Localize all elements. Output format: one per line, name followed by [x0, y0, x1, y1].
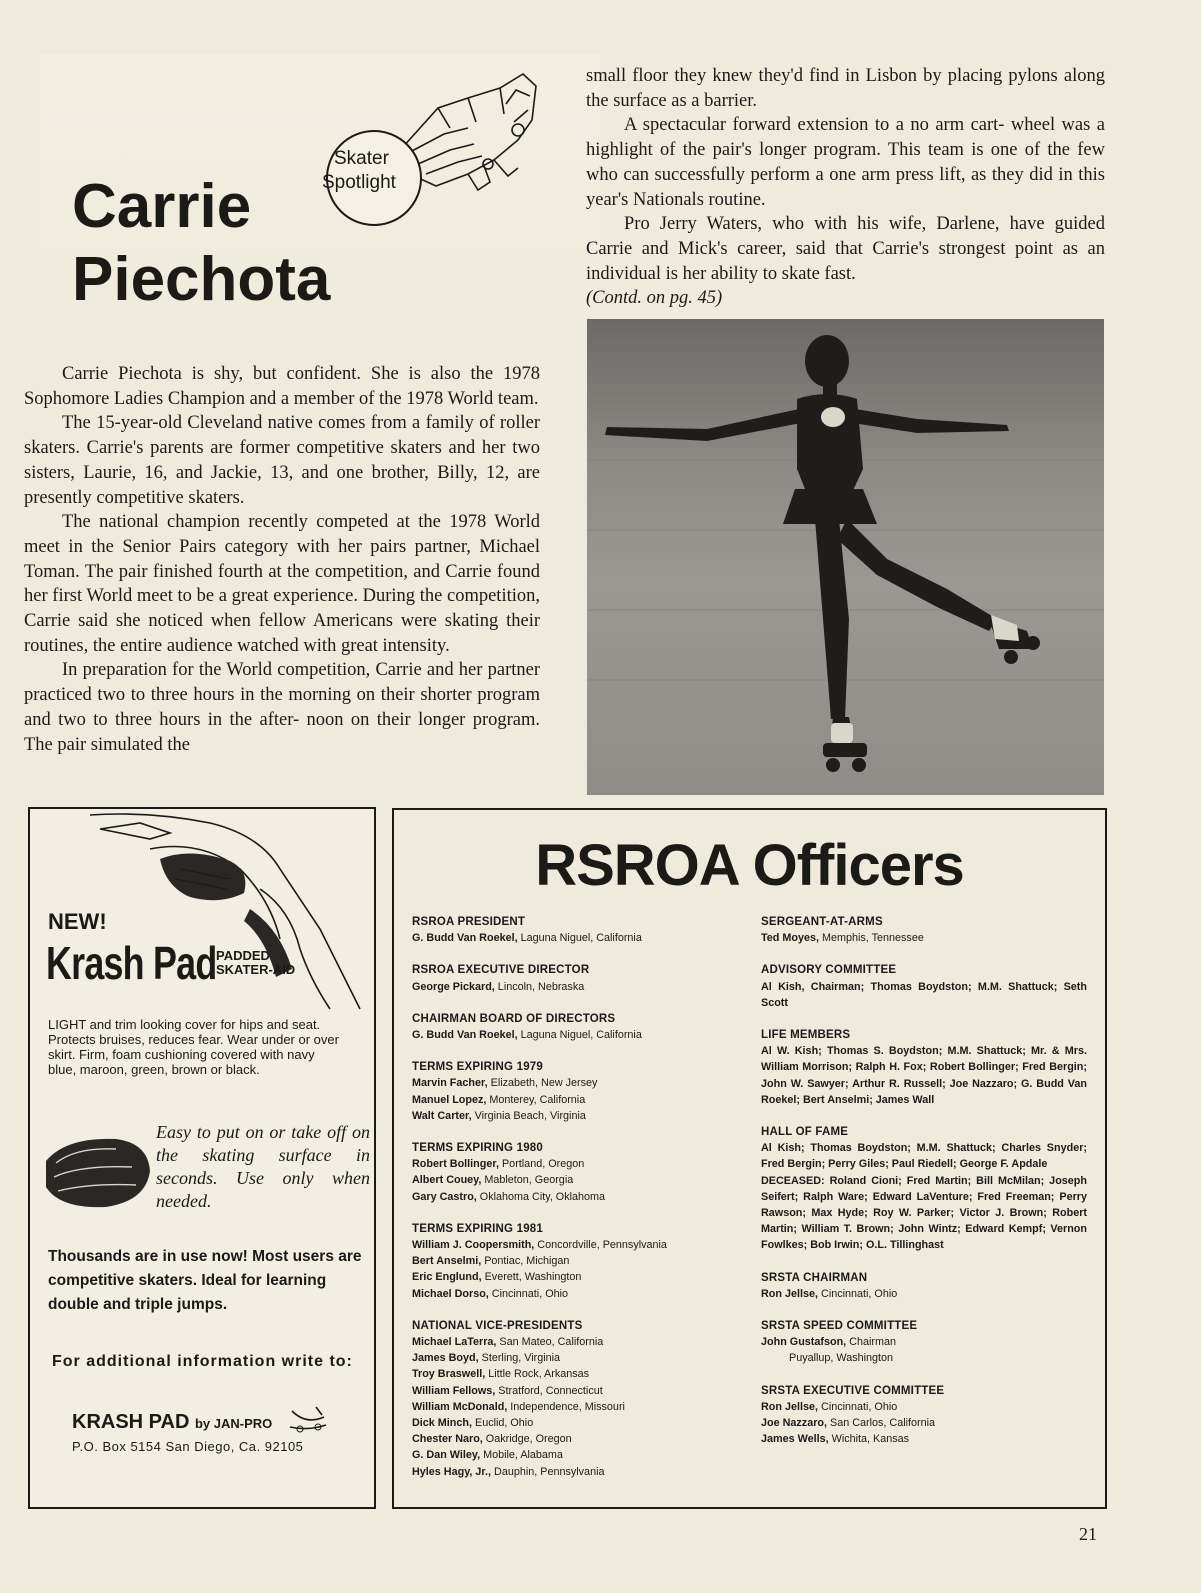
ad-subtitle: PADDED SKATER-AID	[216, 948, 296, 977]
officer-location: Wichita, Kansas	[828, 1433, 910, 1446]
officer-entry	[412, 1189, 732, 1205]
officer-name: William Fellows,	[412, 1384, 496, 1397]
section-text: Al Kish; Thomas Boydston; M.M. Shattuck; Charles Snyder; Fred Bergin; Perry Giles; Paul Riedell; George F. Apdale	[761, 1142, 1087, 1171]
continued-note: (Contd. on pg. 45)	[586, 288, 723, 309]
ad-new-label: NEW!	[48, 909, 107, 934]
spotlight-label-spotlight: Spotlight	[322, 172, 396, 193]
officer-location: Mobile, Alabama	[480, 1449, 563, 1462]
section-heading: SRSTA CHAIRMAN	[761, 1271, 868, 1284]
section-heading: TERMS EXPIRING 1979	[412, 1061, 543, 1074]
section-text: Al Kish, Chairman; Thomas Boydston; M.M. Shattuck; Seth Scott	[761, 980, 1087, 1009]
article-title-last: Piechota	[72, 245, 331, 314]
officer-entry	[761, 930, 1087, 946]
officer-entry	[412, 1366, 732, 1382]
officer-name: William J. Coopersmith,	[412, 1239, 535, 1252]
officer-location: Lincoln, Nebraska	[494, 980, 585, 993]
officer-location: San Mateo, California	[496, 1336, 604, 1349]
officer-section	[412, 1059, 732, 1124]
ad-description: LIGHT and trim looking cover for hips and seat. Protects bruises, reduces fear. Wear under or over skirt. Firm, foam cushioning covered with navy blue, maroon, green, brown or black.	[48, 1017, 339, 1077]
officer-section	[412, 1011, 732, 1043]
article-paragraph: Pro Jerry Waters, who with his wife, Darlene, have guided Carrie and Mick's career, said that Carrie's strongest point as an individual is her ability to skate fast.	[586, 214, 1105, 284]
officer-entry	[761, 1286, 1087, 1302]
officer-entry	[412, 1092, 732, 1108]
officer-section	[761, 1318, 1087, 1367]
skater-spotlight-badge	[318, 64, 548, 224]
officer-section	[761, 1383, 1087, 1448]
officer-location: Concordville, Pennsylvania	[534, 1239, 667, 1252]
officer-entry	[412, 1399, 732, 1415]
officer-name: Dick Minch,	[412, 1417, 472, 1430]
officer-name: Ted Moyes,	[761, 932, 819, 945]
officer-entry	[412, 1172, 732, 1188]
officer-location: Virginia Beach, Virginia	[471, 1109, 586, 1122]
officer-location: Laguna Niguel, California	[517, 1029, 642, 1042]
officer-location: San Carlos, California	[827, 1417, 936, 1430]
officer-entry	[761, 1431, 1087, 1447]
section-heading: SERGEANT-AT-ARMS	[761, 916, 883, 928]
ad-thousands-text: Thousands are in use now! Most users are competitive skaters. Ideal for learning double and triple jumps.	[48, 1248, 362, 1313]
ad-address: P.O. Box 5154 San Diego, Ca. 92105	[72, 1439, 304, 1454]
ad-company-line	[72, 1411, 272, 1434]
section-heading: RSROA EXECUTIVE DIRECTOR	[412, 964, 590, 977]
section-heading: TERMS EXPIRING 1980	[412, 1142, 543, 1155]
krash-pad-advertisement	[28, 807, 376, 1509]
officer-entry	[412, 1027, 732, 1043]
officer-entry	[761, 1415, 1087, 1431]
section-heading: SRSTA EXECUTIVE COMMITTEE	[761, 1384, 945, 1397]
officer-location: Laguna Niguel, California	[517, 932, 642, 945]
officer-entry	[412, 1269, 732, 1285]
officer-name: Gary Castro,	[412, 1190, 477, 1203]
officer-name: John Gustafson,	[761, 1336, 847, 1349]
officer-name: Michael LaTerra,	[412, 1336, 497, 1349]
officer-location: Independence, Missouri	[507, 1400, 625, 1413]
officer-section	[761, 914, 1087, 946]
officer-entry	[412, 1108, 732, 1124]
officer-name: James Boyd,	[412, 1352, 479, 1365]
section-text: Al W. Kish; Thomas S. Boydston; M.M. Shattuck; Mr. & Mrs. William Morrison; Ralph H. Fox; Robert Bollinger; Fred Bergin; John W. Sawyer; Arthur R. Russell; Joe Nazzaro; G. Budd Van Roekel; Bert Anselmi; James Wall	[761, 1045, 1087, 1106]
officer-name: Chester Naro,	[412, 1433, 483, 1446]
officer-name: Ron Jellse,	[761, 1400, 819, 1413]
officer-name: Robert Bollinger,	[412, 1158, 499, 1171]
officer-entry	[412, 1431, 732, 1447]
section-heading: RSROA PRESIDENT	[412, 916, 526, 928]
rsroa-officers-box	[392, 808, 1107, 1509]
ad-easy-text: Easy to put on or take off on the skating surface in seconds. Use only when needed.	[156, 1122, 370, 1211]
ad-company-name: KRASH PAD	[72, 1411, 190, 1433]
officer-entry	[412, 930, 732, 946]
page-number: 21	[1079, 1524, 1097, 1544]
officers-title: RSROA Officers	[535, 833, 964, 898]
officer-entry	[412, 1286, 732, 1302]
officer-location: Pontiac, Michigan	[481, 1255, 570, 1268]
officer-location: Oakridge, Oregon	[482, 1433, 572, 1446]
officer-name: Bert Anselmi,	[412, 1255, 482, 1268]
officer-section	[761, 1270, 1087, 1302]
officer-name: George Pickard,	[412, 980, 495, 993]
officer-section	[412, 1140, 732, 1205]
officer-entry	[412, 1350, 732, 1366]
officer-entry	[412, 1237, 732, 1253]
officer-location: Memphis, Tennessee	[819, 932, 924, 945]
officer-location: Cincinnati, Ohio	[818, 1287, 898, 1300]
officer-entry	[412, 1156, 732, 1172]
officer-section	[761, 1027, 1087, 1108]
officer-location: Euclid, Ohio	[472, 1417, 534, 1430]
article-paragraph: The national champion recently competed at the 1978 World meet in the Senior Pairs category with her pairs partner, Michael Toman. The pair finished fourth at the competition, and Carrie found her first World meet to be a great experience. During the competition, Carrie said she noticed when fellow Americans were skating their routines, the entire audience watched with great intensity.	[24, 512, 540, 656]
officer-location: Portland, Oregon	[498, 1158, 585, 1171]
officer-location: Dauphin, Pennsylvania	[491, 1465, 605, 1478]
section-heading: TERMS EXPIRING 1981	[412, 1222, 543, 1235]
section-heading: HALL OF FAME	[761, 1126, 849, 1139]
officer-entry	[412, 1075, 732, 1091]
officer-name: G. Budd Van Roekel,	[412, 1029, 518, 1042]
officer-section	[412, 1318, 732, 1480]
officer-location: Sterling, Virginia	[478, 1352, 561, 1365]
officer-location: Stratford, Connecticut	[495, 1384, 603, 1397]
officer-location: Cincinnati, Ohio	[488, 1287, 569, 1300]
officer-name: G. Budd Van Roekel,	[412, 932, 518, 945]
officer-name: Troy Braswell,	[412, 1368, 486, 1381]
officer-name: Albert Couey,	[412, 1174, 482, 1187]
officer-entry	[761, 1334, 1087, 1350]
officer-name: Walt Carter,	[412, 1109, 472, 1122]
officer-entry	[412, 979, 732, 995]
officer-location: Puyallup, Washington	[789, 1352, 894, 1365]
officer-name: Michael Dorso,	[412, 1287, 489, 1300]
officer-name: Hyles Hagy, Jr.,	[412, 1465, 492, 1478]
officer-entry	[412, 1253, 732, 1269]
officer-section	[412, 962, 732, 994]
article-paragraph: small floor they knew they'd find in Lisbon by placing pylons along the surface as a barrier.	[586, 66, 1105, 111]
officer-section	[412, 1221, 732, 1302]
article-paragraph: In preparation for the World competition, Carrie and her partner practiced two to three hours in the morning on their shorter program and two to three hours in the after- noon on their longer program. The pair simulated the	[24, 660, 540, 755]
article-left-column	[24, 362, 540, 757]
article-paragraph: A spectacular forward extension to a no arm cart- wheel was a highlight of the pair's longer program. This team is one of the few who can successfully perform a one arm press lift, as they did in this year's Nationals routine.	[586, 115, 1105, 210]
officer-location: Elizabeth, New Jersey	[487, 1077, 598, 1090]
officer-name: Eric Englund,	[412, 1271, 482, 1284]
officers-left-column	[412, 914, 732, 1496]
section-heading: SRSTA SPEED COMMITTEE	[761, 1320, 918, 1333]
skate-logo-icon	[286, 1405, 332, 1433]
skater-silhouette	[587, 319, 1104, 795]
ad-more-info-text: For additional information write to:	[52, 1353, 353, 1370]
article-paragraph: The 15-year-old Cleveland native comes from a family of roller skaters. Carrie's parents are former competitive skaters and her two sisters, Laurie, 16, and Jackie, 13, and one brother, Billy, 12, are presently competitive skaters.	[24, 413, 540, 508]
article-title-first: Carrie	[72, 172, 252, 241]
officer-location: Oklahoma City, Oklahoma	[476, 1190, 606, 1203]
officer-section	[761, 1124, 1087, 1254]
officer-name: Ron Jellse,	[761, 1287, 819, 1300]
skater-photo	[587, 319, 1104, 795]
officer-name: Marvin Facher,	[412, 1077, 488, 1090]
deceased-list: DECEASED: Roland Cioni; Fred Martin; Bill McMilan; Joseph Seifert; Ralph Ware; Edward LaVenture; Fred Freeman; Perry Rawson; Max Hyde; Roy W. Parker; Victor J. Brown; Robert Martin; William T. Brown; John Wintz; Edward Kempf; Vernon Fowlkes; Bob Irwin; O.L. Tillinghast	[761, 1174, 1087, 1252]
ad-brand-name: Krash Pad	[46, 937, 217, 989]
officer-location: Monterey, California	[486, 1093, 586, 1106]
article-right-column	[586, 64, 1105, 311]
officer-location: Little Rock, Arkansas	[485, 1368, 590, 1381]
officer-location: Everett, Washington	[481, 1271, 582, 1284]
officer-name: William McDonald,	[412, 1400, 508, 1413]
krash-pad-product-drawing	[36, 1131, 154, 1211]
officer-location: Chairman	[846, 1336, 896, 1349]
spotlight-label-skater: Skater	[334, 148, 389, 169]
section-heading: ADVISORY COMMITTEE	[761, 964, 897, 977]
section-heading: CHAIRMAN BOARD OF DIRECTORS	[412, 1012, 616, 1025]
officers-right-column	[761, 914, 1087, 1463]
officer-name: Manuel Lopez,	[412, 1093, 487, 1106]
officer-section	[761, 962, 1087, 1011]
section-heading: NATIONAL VICE-PRESIDENTS	[412, 1319, 583, 1332]
officer-entry	[761, 1399, 1087, 1415]
officer-entry	[412, 1447, 732, 1463]
officer-location: Cincinnati, Ohio	[818, 1400, 898, 1413]
officer-entry	[412, 1334, 732, 1350]
officer-section	[412, 914, 732, 946]
officer-name: G. Dan Wiley,	[412, 1449, 481, 1462]
officer-location: Mableton, Georgia	[481, 1174, 574, 1187]
officer-entry	[412, 1464, 732, 1480]
officer-entry	[412, 1383, 732, 1399]
officer-name: James Wells,	[761, 1433, 829, 1446]
ad-by-label: by JAN-PRO	[194, 1416, 273, 1431]
officer-name: Joe Nazzaro,	[761, 1417, 828, 1430]
article-paragraph: Carrie Piechota is shy, but confident. She is also the 1978 Sophomore Ladies Champion and a member of the 1978 World team.	[24, 364, 540, 409]
officer-entry	[412, 1415, 732, 1431]
section-heading: LIFE MEMBERS	[761, 1029, 851, 1042]
